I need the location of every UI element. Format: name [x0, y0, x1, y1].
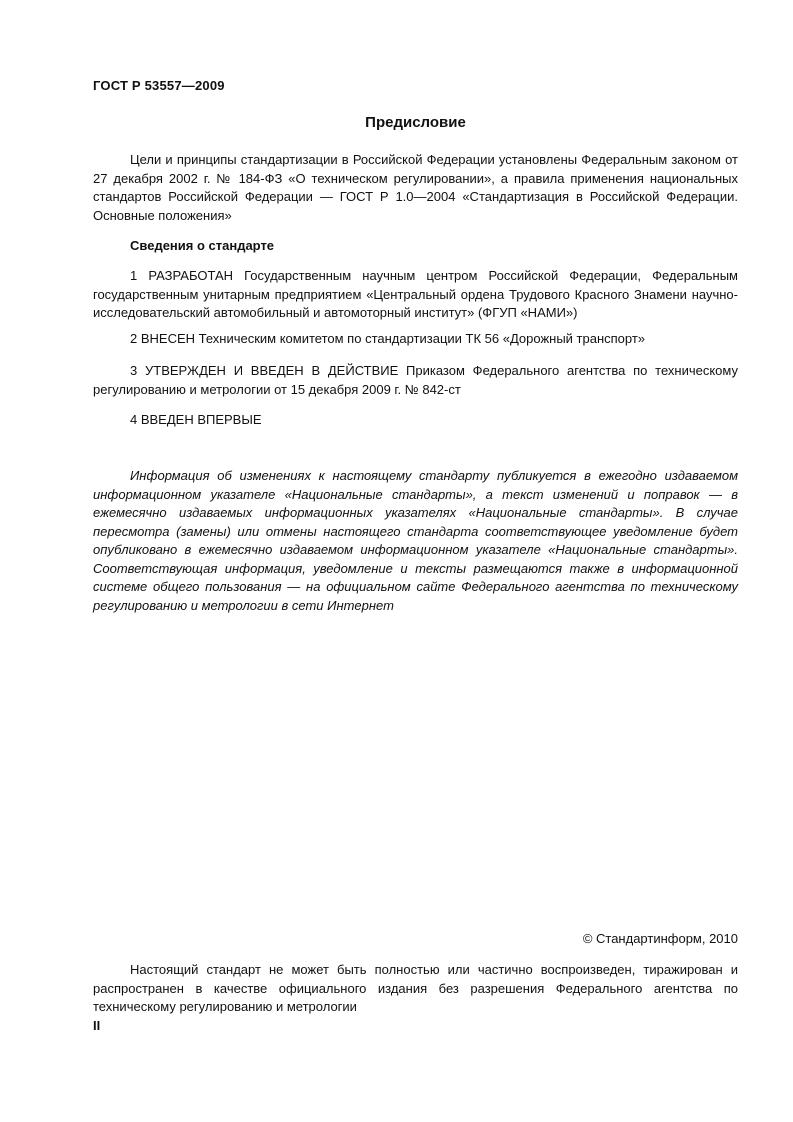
- standard-info-item-2: 2 ВНЕСЕН Техническим комитетом по стандартизации ТК 56 «Дорожный транспорт»: [130, 331, 646, 346]
- intro-paragraph: Цели и принципы стандартизации в Российской Федерации установлены Федеральным законом от 27 декабря 2002 г. № 184-ФЗ «О техническом регулировании», а правила применения национальных стандартов Российской Федерации — ГОСТ Р 1.0—2004 «Стандартизация в Российской Федерации. Основные положения»: [93, 152, 738, 223]
- amendments-notice: Информация об изменениях к настоящему стандарту публикуется в ежегодно издаваемом информационном указателе «Национальные стандарты», а текст изменений и поправок — в ежемесячно издаваемых информационных указателях «Национальные стандарты». В случае пересмотра (замены) или отмены настоящего стандарта соответствующее уведомление будет опубликовано в ежемесячно издаваемом информационном указателе «Национальные стандарты». Соответствующая информация, уведомление и тексты размещаются также в информационной системе общего пользования — на официальном сайте Федерального агентства по техническому регулированию и метрологии в сети Интернет: [93, 468, 738, 613]
- reproduction-notice: Настоящий стандарт не может быть полностью или частично воспроизведен, тиражирован и распространен в качестве официального издания без разрешения Федерального агентства по техническому регулированию и метрологии: [93, 962, 738, 1014]
- standard-info-item-4: 4 ВВЕДЕН ВПЕРВЫЕ: [130, 412, 262, 427]
- standard-info-item-1: 1 РАЗРАБОТАН Государственным научным центром Российской Федерации, Федеральным государственным унитарным предприятием «Центральный ордена Трудового Красного Знамени научно-исследовательский автомобильный и автомоторный институт» (ФГУП «НАМИ»): [93, 268, 738, 320]
- copyright-line: © Стандартинформ, 2010: [582, 931, 738, 946]
- standard-info-heading: Сведения о стандарте: [130, 238, 275, 253]
- page-number: II: [93, 1018, 101, 1033]
- page-title: Предисловие: [365, 114, 466, 131]
- document-id: ГОСТ Р 53557—2009: [93, 78, 225, 93]
- standard-info-item-3: 3 УТВЕРЖДЕН И ВВЕДЕН В ДЕЙСТВИЕ Приказом Федерального агентства по техническому регулированию и метрологии от 15 декабря 2009 г. № 842-ст: [93, 363, 738, 397]
